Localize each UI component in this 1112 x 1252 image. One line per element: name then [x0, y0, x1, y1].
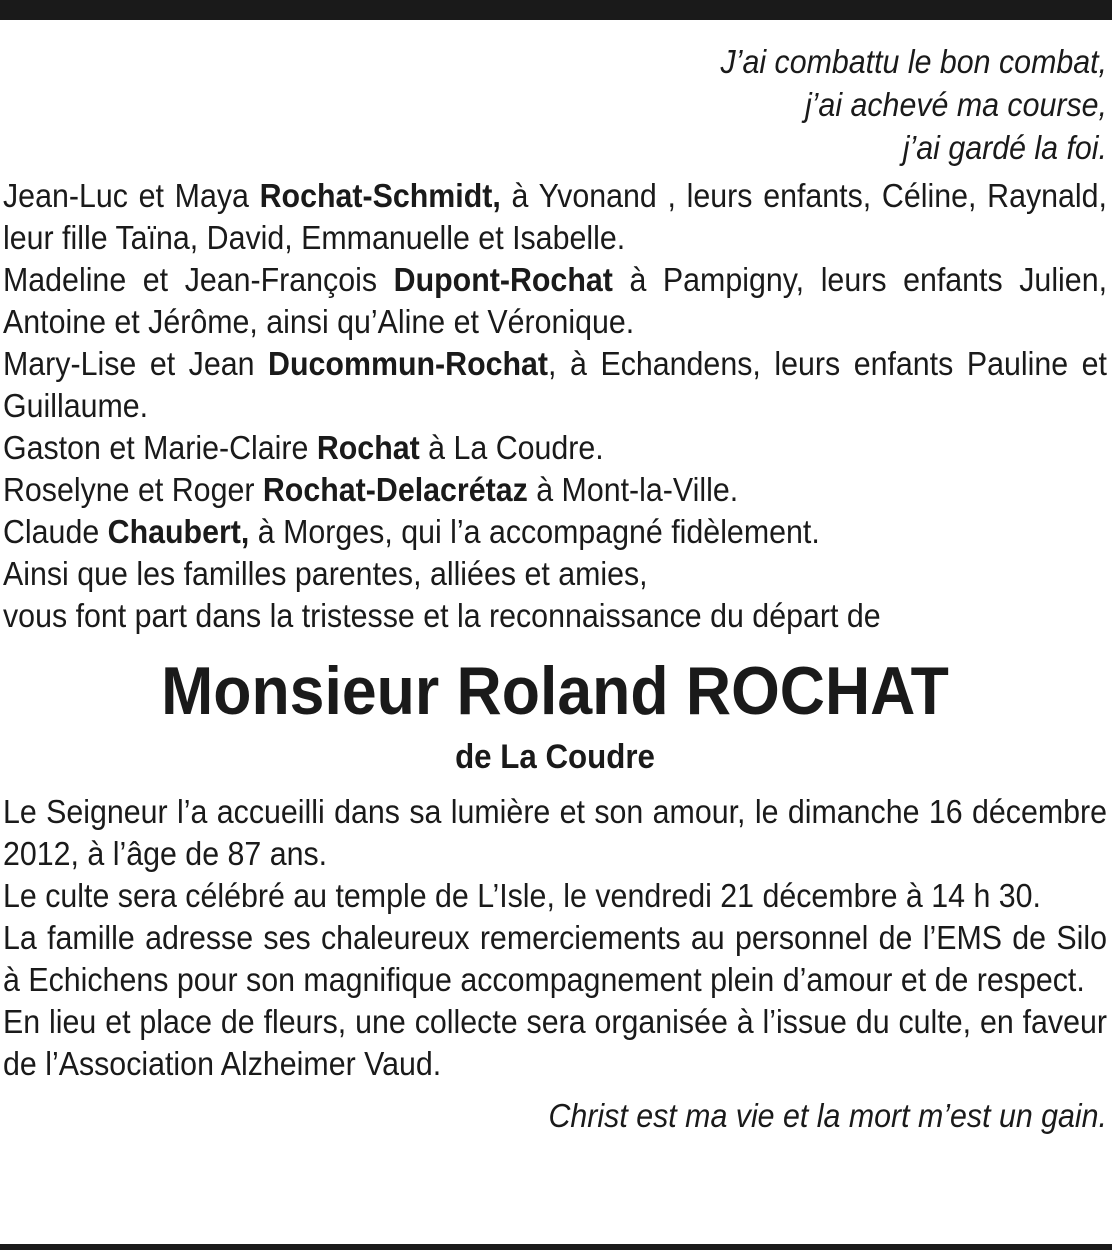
family-name: Dupont-Rochat — [393, 261, 613, 298]
family-name: Rochat — [316, 429, 420, 466]
family-text: Roselyne et Roger — [3, 471, 263, 508]
epigraph-line: j’ai gardé la foi. — [902, 129, 1107, 166]
announce-line: vous font part dans la tristesse et la reconnaissance du départ de — [3, 597, 881, 634]
family-text: Madeline et Jean-François — [3, 261, 394, 298]
family-text: à Mont-la-Ville. — [527, 471, 739, 508]
family-entry — [3, 175, 1107, 259]
deceased-name: Monsieur Roland ROCHAT — [161, 653, 949, 729]
family-text: Mary-Lise et Jean — [3, 345, 269, 382]
family-entry — [3, 427, 1107, 469]
family-text: à Pampigny, leurs enfants Julien, Antoine et Jérôme, ainsi qu’Aline et Véronique. — [3, 261, 1108, 340]
family-entry — [3, 511, 1107, 553]
family-text: à Yvonand , leurs enfants, Céline, Raynald, leur fille Taïna, David, Emmanuelle et Isabelle. — [3, 177, 1107, 256]
epigraph-line: j’ai achevé ma course, — [804, 86, 1107, 123]
obituary — [3, 40, 1107, 1137]
family-name: Rochat-Delacrétaz — [262, 471, 528, 508]
family-name: Rochat-Schmidt, — [259, 177, 501, 214]
family-text: à La Coudre. — [419, 429, 604, 466]
body-paragraph: Le Seigneur l’a accueilli dans sa lumière et son amour, le dimanche 16 décembre 2012, à l’âge de 87 ans. — [3, 793, 1107, 872]
family-entry — [3, 259, 1107, 343]
family-text: , à Echandens, leurs enfants Pauline et Guillaume. — [3, 345, 1107, 424]
epigraph — [3, 40, 1107, 169]
family-name: Ducommun-Rochat — [268, 345, 549, 382]
family-entry — [3, 343, 1107, 427]
deceased-origin: de La Coudre — [455, 738, 655, 776]
family-text: Jean-Luc et Maya — [3, 177, 260, 214]
family-text: à Morges, qui l’a accompagné fidèlement. — [249, 513, 820, 550]
body-paragraph: Le culte sera célébré au temple de L’Isle, le vendredi 21 décembre à 14 h 30. — [3, 877, 1041, 914]
top-rule — [0, 0, 1112, 20]
family-entry — [3, 469, 1107, 511]
relatives-line: Ainsi que les familles parentes, alliées et amies, — [3, 555, 648, 592]
family-text: Claude — [3, 513, 108, 550]
epigraph-line: J’ai combattu le bon combat, — [720, 43, 1107, 80]
closing-verse: Christ est ma vie et la mort m’est un gain. — [548, 1097, 1107, 1134]
family-name: Chaubert, — [107, 513, 250, 550]
family-text: Gaston et Marie-Claire — [3, 429, 317, 466]
body-paragraph: En lieu et place de fleurs, une collecte sera organisée à l’issue du culte, en faveur de l’Association Alzheimer Vaud. — [3, 1003, 1107, 1082]
body-paragraph: La famille adresse ses chaleureux remerciements au personnel de l’EMS de Silo à Echichens pour son magnifique accompagnement plein d’amour et de respect. — [3, 919, 1107, 998]
bottom-rule — [0, 1244, 1112, 1250]
